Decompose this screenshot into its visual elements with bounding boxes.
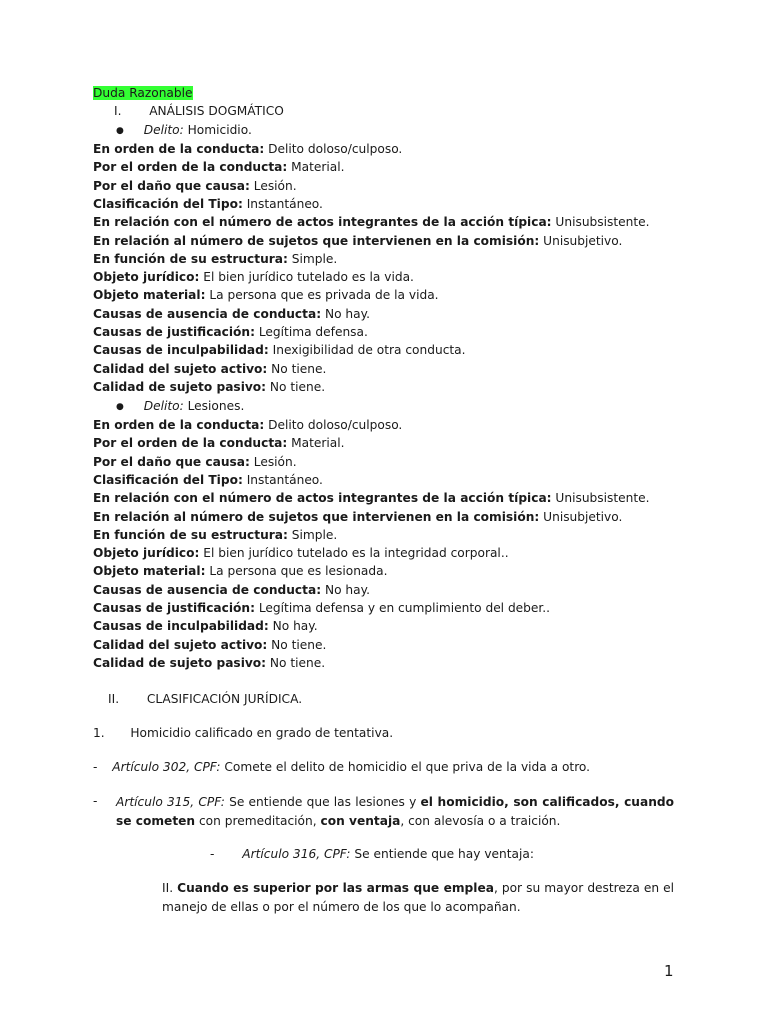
article-316 bbox=[210, 846, 534, 862]
analysis-label: En relación al número de sujetos que intervienen en la comisión: bbox=[93, 233, 540, 248]
analysis-row bbox=[93, 655, 325, 671]
analysis-value: Unisubjetivo. bbox=[539, 509, 623, 524]
analysis-value: No tiene. bbox=[266, 655, 326, 670]
analysis-label: Clasificación del Tipo: bbox=[93, 472, 243, 487]
analysis-value: No hay. bbox=[268, 619, 318, 634]
section-number: II. bbox=[108, 692, 120, 706]
numbered-item-1 bbox=[93, 725, 393, 741]
analysis-row bbox=[93, 545, 509, 561]
analysis-value: Unisubjetivo. bbox=[539, 233, 623, 248]
analysis-row bbox=[93, 600, 550, 616]
analysis-label: Causas de ausencia de conducta: bbox=[93, 582, 322, 597]
analysis-label: Objeto material: bbox=[93, 564, 206, 579]
analysis-value: El bien jurídico tutelado es la vida. bbox=[199, 270, 414, 285]
analysis-label: En relación con el número de actos integrantes de la acción típica: bbox=[93, 215, 552, 230]
section-heading-1 bbox=[114, 103, 284, 119]
highlighted-title: Duda Razonable bbox=[93, 86, 193, 100]
analysis-row bbox=[93, 435, 345, 451]
analysis-row bbox=[93, 269, 414, 285]
analysis-value: No hay. bbox=[321, 582, 370, 597]
analysis-label: Objeto material: bbox=[93, 288, 206, 303]
analysis-label: Causas de inculpabilidad: bbox=[93, 619, 269, 634]
analysis-label: Por el orden de la conducta: bbox=[93, 436, 288, 451]
analysis-value: No tiene. bbox=[267, 637, 327, 652]
delito-value: Homicidio. bbox=[183, 123, 252, 137]
analysis-value: Inexigibilidad de otra conducta. bbox=[268, 343, 466, 358]
analysis-row bbox=[93, 233, 622, 249]
analysis-row bbox=[93, 306, 370, 322]
analysis-label: Calidad de sujeto pasivo: bbox=[93, 655, 267, 670]
analysis-value: Material. bbox=[287, 436, 345, 451]
analysis-row bbox=[93, 509, 622, 525]
analysis-label: En relación con el número de actos integrantes de la acción típica: bbox=[93, 491, 552, 506]
analysis-label: Causas de ausencia de conducta: bbox=[93, 306, 322, 321]
article-bold-2: con ventaja bbox=[320, 814, 401, 828]
section-number: I. bbox=[114, 104, 122, 118]
analysis-label: Por el orden de la conducta: bbox=[93, 160, 288, 175]
article-315-dash bbox=[93, 793, 97, 809]
fraccion-II bbox=[162, 879, 674, 917]
section-title: CLASIFICACIÓN JURÍDICA. bbox=[146, 692, 303, 706]
analysis-row bbox=[93, 178, 297, 194]
analysis-label: Objeto jurídico: bbox=[93, 270, 200, 285]
analysis-row bbox=[93, 527, 337, 543]
analysis-row bbox=[93, 582, 370, 598]
analysis-row bbox=[93, 417, 402, 433]
analysis-value: Simple. bbox=[287, 251, 338, 266]
section-heading-2 bbox=[108, 691, 302, 707]
analysis-value: Delito doloso/culposo. bbox=[264, 142, 403, 156]
analysis-value: No hay. bbox=[321, 306, 370, 321]
analysis-value: Unisubsistente. bbox=[551, 215, 650, 230]
analysis-row bbox=[93, 563, 387, 579]
fraccion-bold: Cuando es superior por las armas que emplea bbox=[177, 881, 494, 895]
analysis-value: Instantáneo. bbox=[242, 196, 323, 211]
analysis-label: Clasificación del Tipo: bbox=[93, 196, 243, 211]
analysis-value: Legítima defensa y en cumplimiento del deber.. bbox=[254, 601, 551, 615]
analysis-value: Material. bbox=[287, 160, 345, 175]
article-302 bbox=[93, 759, 590, 775]
analysis-row bbox=[93, 361, 326, 377]
analysis-label: En función de su estructura: bbox=[93, 251, 288, 266]
analysis-label: En función de su estructura: bbox=[93, 527, 288, 542]
article-text: Se entiende que hay ventaja: bbox=[350, 847, 534, 861]
analysis-value: Unisubsistente. bbox=[551, 491, 650, 506]
analysis-row bbox=[93, 214, 650, 230]
delito-label: Delito: bbox=[143, 399, 184, 413]
article-text-2: con premeditación, bbox=[195, 814, 321, 828]
analysis-row bbox=[93, 637, 326, 653]
delito-lesiones bbox=[116, 398, 244, 416]
analysis-row bbox=[93, 342, 466, 358]
analysis-row bbox=[93, 251, 337, 267]
dash: - bbox=[93, 760, 98, 774]
article-text: Comete el delito de homicidio el que priva de la vida a otro. bbox=[220, 760, 591, 774]
document-title bbox=[93, 85, 193, 101]
article-ref: Artículo 316, CPF: bbox=[242, 847, 351, 861]
analysis-label: Calidad del sujeto activo: bbox=[93, 637, 268, 652]
analysis-value: No tiene. bbox=[267, 361, 327, 376]
analysis-label: Causas de justificación: bbox=[93, 601, 255, 615]
analysis-value: La persona que es lesionada. bbox=[205, 564, 388, 579]
delito-value: Lesiones. bbox=[183, 399, 245, 413]
analysis-value: Delito doloso/culposo. bbox=[264, 418, 403, 432]
article-ref: Artículo 302, CPF: bbox=[112, 760, 221, 774]
analysis-label: Por el daño que causa: bbox=[93, 178, 250, 193]
analysis-value: Legítima defensa. bbox=[254, 325, 368, 339]
analysis-label: Causas de justificación: bbox=[93, 325, 255, 339]
analysis-value: No tiene. bbox=[266, 379, 326, 394]
analysis-value: Lesión. bbox=[249, 454, 297, 469]
analysis-value: La persona que es privada de la vida. bbox=[205, 288, 439, 303]
analysis-label: En relación al número de sujetos que intervienen en la comisión: bbox=[93, 509, 540, 524]
item-number: 1. bbox=[93, 726, 105, 740]
analysis-label: En orden de la conducta: bbox=[93, 142, 265, 156]
analysis-row bbox=[93, 454, 297, 470]
analysis-label: Calidad de sujeto pasivo: bbox=[93, 379, 267, 394]
analysis-row bbox=[93, 472, 323, 488]
analysis-row bbox=[93, 324, 368, 340]
analysis-row bbox=[93, 196, 323, 212]
fraccion-number: II. bbox=[162, 881, 174, 895]
analysis-value: El bien jurídico tutelado es la integridad corporal.. bbox=[199, 546, 509, 561]
analysis-row bbox=[93, 141, 402, 157]
analysis-value: Lesión. bbox=[249, 178, 297, 193]
analysis-label: En orden de la conducta: bbox=[93, 418, 265, 432]
dash: - bbox=[93, 794, 98, 808]
bullet-icon: ● bbox=[116, 402, 124, 412]
analysis-value: Instantáneo. bbox=[242, 472, 323, 487]
section-title: ANÁLISIS DOGMÁTICO bbox=[149, 104, 284, 118]
analysis-row bbox=[93, 490, 650, 506]
analysis-row bbox=[93, 159, 345, 175]
analysis-row bbox=[93, 618, 318, 634]
article-text-3: , con alevosía o a traición. bbox=[400, 814, 561, 828]
article-text-1: Se entiende que las lesiones y bbox=[224, 795, 421, 809]
analysis-label: Objeto jurídico: bbox=[93, 546, 200, 561]
analysis-label: Por el daño que causa: bbox=[93, 454, 250, 469]
bullet-icon: ● bbox=[116, 126, 124, 136]
fraccion-text: , por su mayor destreza en el manejo de ellas o por el número de los que lo acompañan. bbox=[162, 881, 675, 914]
dash: - bbox=[210, 847, 215, 861]
analysis-label: Calidad del sujeto activo: bbox=[93, 361, 268, 376]
analysis-label: Causas de inculpabilidad: bbox=[93, 343, 269, 358]
article-bold-1: el homicidio, son calificados, cuando se cometen bbox=[116, 795, 674, 828]
delito-homicidio bbox=[116, 122, 252, 140]
analysis-row bbox=[93, 287, 439, 303]
article-315 bbox=[116, 793, 674, 831]
analysis-row bbox=[93, 379, 325, 395]
article-ref: Artículo 315, CPF: bbox=[116, 795, 225, 809]
delito-label: Delito: bbox=[143, 123, 184, 137]
page-number: 1 bbox=[664, 962, 674, 980]
item-text: Homicidio calificado en grado de tentativa. bbox=[130, 726, 394, 740]
analysis-value: Simple. bbox=[287, 527, 338, 542]
